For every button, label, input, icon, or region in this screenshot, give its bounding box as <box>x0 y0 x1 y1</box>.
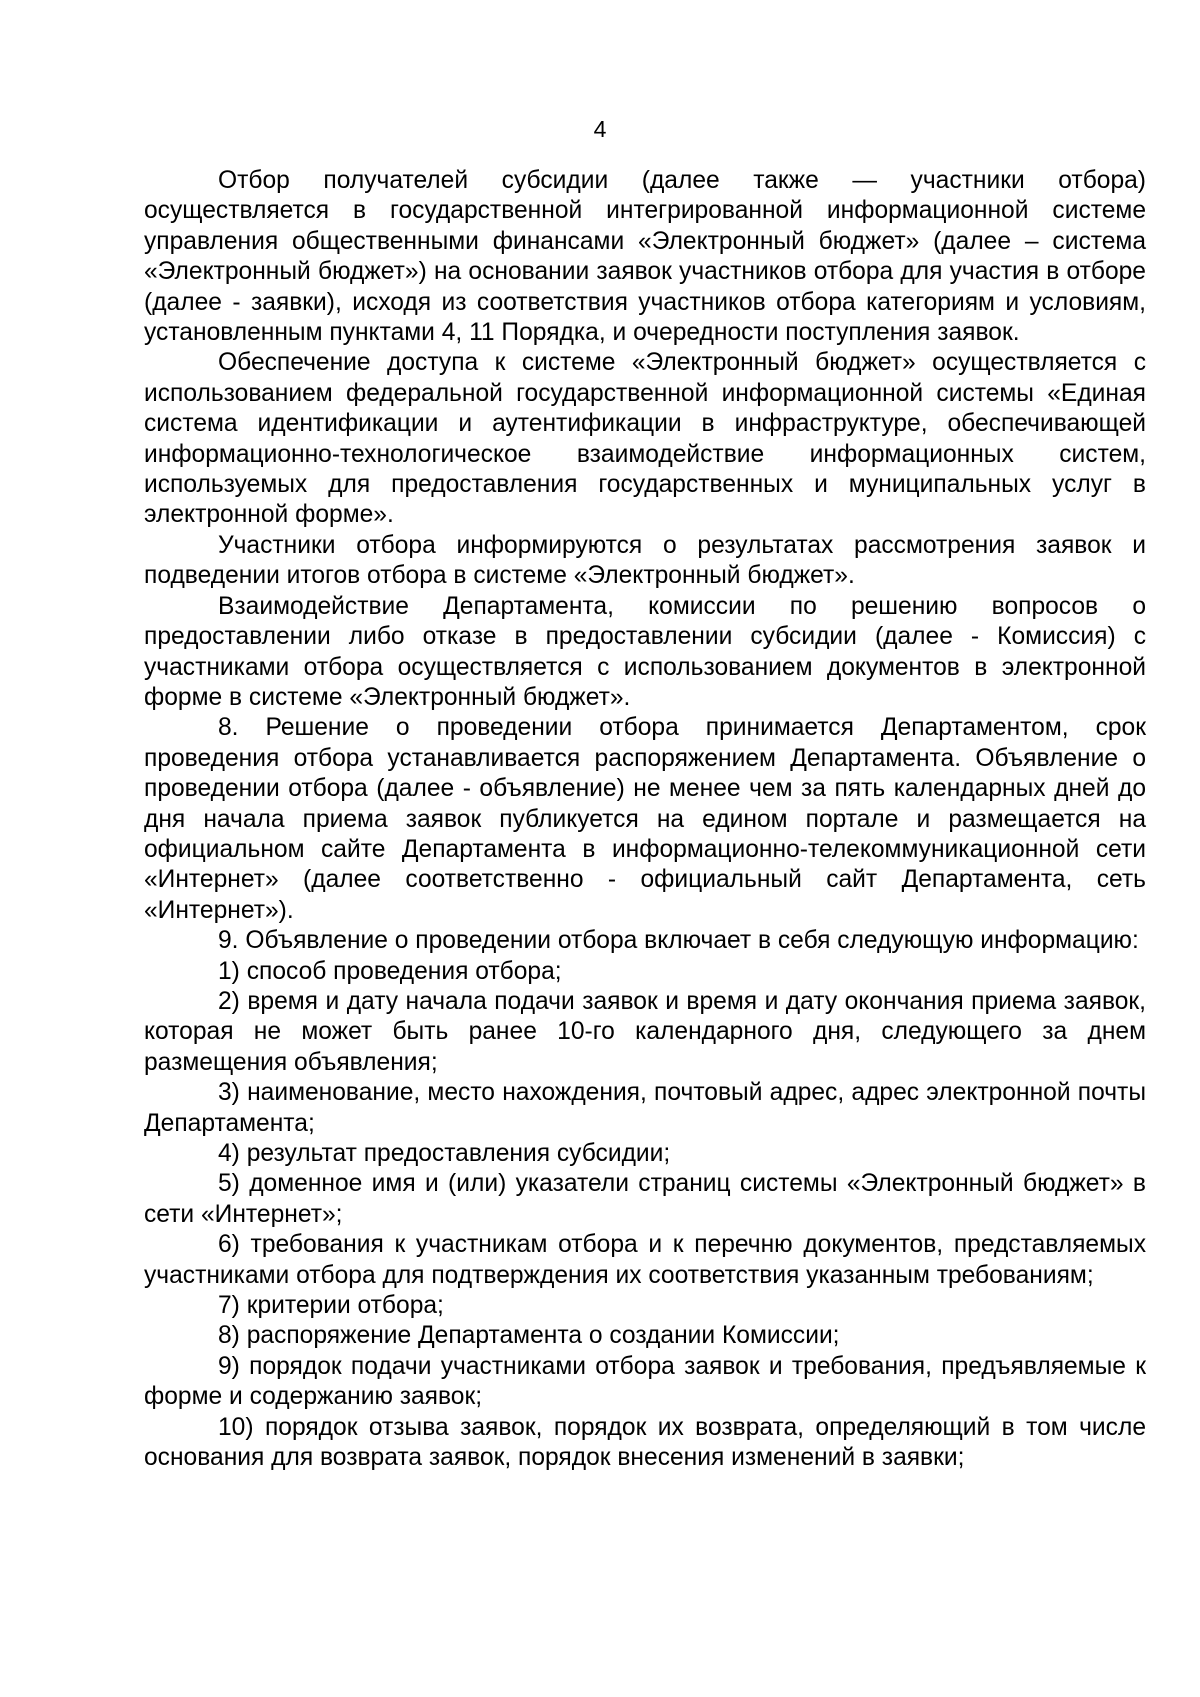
paragraph-clause-9: 9. Объявление о проведении отбора включает в себя следующую информацию: <box>218 927 1139 955</box>
page-number: 4 <box>593 116 607 142</box>
paragraph-clause-8: 8. Решение о проведении отбора принимается Департаментом, срок проведения отбора устанавливается распоряжением Департамента. Объявление о проведении отбора (далее - объявление) не менее чем за пять календарных дней до дня начала приема заявок публикуется на едином портале и размещается на официальном сайте Департамента в информационно-телекоммуникационной сети «Интернет» (далее соответственно - официальный сайт Департамента, сеть «Интернет»). <box>144 714 1146 924</box>
list-item-5: 5) доменное имя и (или) указатели страниц системы «Электронный бюджет» в сети «Интернет»; <box>144 1170 1146 1228</box>
list-item-6: 6) требования к участникам отбора и к перечню документов, представляемых участниками отбора для подтверждения их соответствия указанным требованиям; <box>144 1231 1146 1289</box>
list-item-3: 3) наименование, место нахождения, почтовый адрес, адрес электронной почты Департамента; <box>144 1079 1146 1137</box>
paragraph-system-access: Обеспечение доступа к системе «Электронный бюджет» осуществляется с использованием федеральной государственной информационной системы «Единая система идентификации и аутентификации в инфраструктуре, обеспечивающей информационно-технологическое взаимодействие информационных систем, используемых для предоставления государственных и муниципальных услуг в электронной форме». <box>144 349 1146 529</box>
list-item-9: 9) порядок подачи участниками отбора заявок и требования, предъявляемые к форме и содержанию заявок; <box>144 1352 1146 1411</box>
list-item-4: 4) результат предоставления субсидии; <box>218 1140 671 1167</box>
list-item-1: 1) способ проведения отбора; <box>218 957 562 985</box>
list-item-10: 10) порядок отзыва заявок, порядок их возврата, определяющий в том числе основания для возврата заявок, порядок внесения изменений в заявки; <box>144 1413 1146 1472</box>
list-item-8: 8) распоряжение Департамента о создании Комиссии; <box>218 1322 840 1350</box>
list-item-2: 2) время и дату начала подачи заявок и время и дату окончания приема заявок, которая не может быть ранее 10-го календарного дня, следующего за днем размещения объявления; <box>144 987 1146 1076</box>
paragraph-selection-intro: Отбор получателей субсидии (далее также — участники отбора) осуществляется в государственной интегрированной информационной системе управления общественными финансами «Электронный бюджет» (далее – система «Электронный бюджет») на основании заявок участников отбора для участия в отборе (далее - заявки), исходя из соответствия участников отбора категориям и условиям, установленным пунктами 4, 11 Порядка, и очередности поступления заявок. <box>144 167 1146 347</box>
document-body <box>144 166 1146 1473</box>
paragraph-interaction: Взаимодействие Департамента, комиссии по решению вопросов о предоставлении либо отказе в предоставлении субсидии (далее - Комиссия) с участниками отбора осуществляется с использованием документов в электронной форме в системе «Электронный бюджет». <box>144 592 1146 711</box>
paragraph-results-info: Участники отбора информируются о результатах рассмотрения заявок и подведении итогов отбора в системе «Электронный бюджет». <box>144 531 1146 590</box>
list-item-7: 7) критерии отбора; <box>218 1292 444 1320</box>
